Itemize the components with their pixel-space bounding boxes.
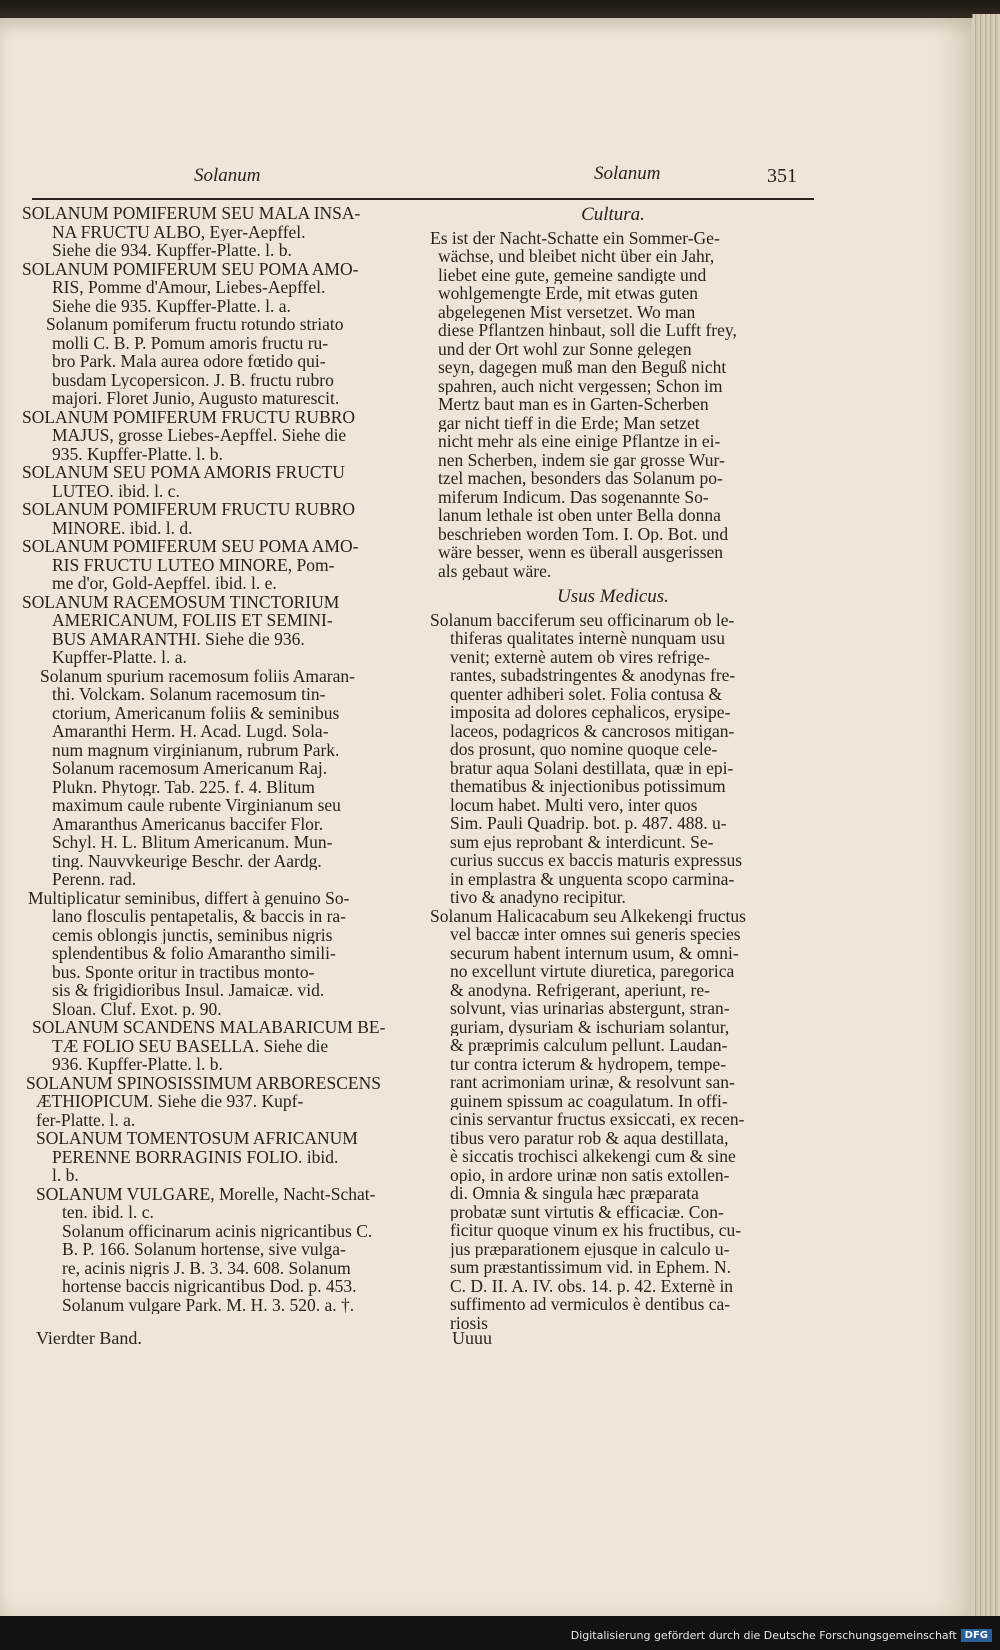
text-line: Perenn. rad. <box>52 870 137 889</box>
text-line: ctorium, Americanum foliis & seminibus <box>52 703 340 722</box>
footer-credit-text: Digitalisierung gefördert durch die Deutsche Forschungsgemeinschaft <box>570 1628 957 1642</box>
text-line: RIS, Pomme d'Amour, Liebes-Aepffel. <box>52 278 326 297</box>
text-line: rantes, subadstringentes & anodynas fre- <box>450 666 736 685</box>
scan-bottom-bar <box>0 1616 1000 1650</box>
text-line: Siehe die 934. Kupffer-Platte. l. b. <box>52 241 292 260</box>
text-line: Amaranthi Herm. H. Acad. Lugd. Sola- <box>52 722 329 741</box>
text-line: SOLANUM SCANDENS MALABARICUM BE- <box>32 1018 386 1037</box>
text-line: Plukn. Phytogr. Tab. 225. f. 4. Blitum <box>52 777 315 796</box>
catchword-left: Vierdter Band. <box>36 1328 142 1348</box>
text-line: probatæ sunt virtutis & efficaciæ. Con- <box>450 1202 724 1221</box>
text-line: l. b. <box>52 1166 79 1185</box>
text-line: & præprimis calculum pellunt. Laudan- <box>450 1036 728 1055</box>
text-line: B. P. 166. Solanum hortense, sive vulga- <box>62 1240 346 1259</box>
text-line: AMERICANUM, FOLIIS ET SEMINI- <box>52 611 333 630</box>
usus-heading: Usus Medicus. <box>557 586 669 607</box>
text-line: bro Park. Mala aurea odore fœtido qui- <box>52 352 326 371</box>
text-line: in emplastra & unguenta scopo carmina- <box>450 869 735 888</box>
text-line: NA FRUCTU ALBO, Eyer-Aepffel. <box>52 222 306 241</box>
text-line: PERENNE BORRAGINIS FOLIO. ibid. <box>52 1147 339 1166</box>
text-line: SOLANUM VULGARE, Morelle, Nacht-Schat- <box>36 1184 376 1203</box>
text-line: abgelegenen Mist versetzet. Wo man <box>438 302 696 321</box>
text-line: gar nicht tieff in die Erde; Man setzet <box>438 413 700 432</box>
text-line: seyn, dagegen muß man den Beguß nicht <box>438 358 727 377</box>
text-line: jus præparationem ejusque in calculo u- <box>450 1239 730 1258</box>
text-line: MAJUS, grosse Liebes-Aepffel. Siehe die <box>52 426 347 445</box>
text-line: riosis <box>450 1313 488 1332</box>
text-line: miferum Indicum. Das sogenannte So- <box>438 487 709 506</box>
text-line: wächse, und bleibet nicht über ein Jahr, <box>438 247 715 266</box>
text-line: SOLANUM POMIFERUM SEU POMA AMO- <box>22 259 359 278</box>
usus-body <box>430 611 796 1333</box>
text-line: 935. Kupffer-Platte. l. b. <box>52 444 223 463</box>
book-page <box>0 18 974 1616</box>
text-line: splendentibus & folio Amarantho simili- <box>52 944 336 963</box>
text-line: liebet eine gute, gemeine sandigte und <box>438 265 707 284</box>
header-center: Solanum <box>594 163 661 184</box>
text-line: Sim. Pauli Quadrip. bot. p. 487. 488. u- <box>450 814 727 833</box>
signature-mark: Uuuu <box>452 1328 492 1348</box>
text-line: diese Pflantzen hinbaut, soll die Lufft frey, <box>438 321 737 340</box>
text-line: SOLANUM POMIFERUM FRUCTU RUBRO <box>22 407 356 426</box>
text-line: Kupffer-Platte. l. a. <box>52 648 187 667</box>
text-line: Amaranthus Americanus baccifer Flor. <box>52 814 324 833</box>
text-line: guriam, dysuriam & ischuriam solantur, <box>450 1017 730 1036</box>
text-line: thi. Volckam. Solanum racemosum tin- <box>52 685 326 704</box>
text-line: ten. ibid. l. c. <box>62 1203 154 1222</box>
text-line: lanum lethale ist oben unter Bella donna <box>438 506 721 525</box>
text-line: rant acrimoniam urinæ, & resolvunt san- <box>450 1073 735 1092</box>
left-column <box>22 204 418 1314</box>
text-line: no excellunt virtute diuretica, paregorica <box>450 962 735 981</box>
text-line: thematibus & injectionibus potissimum <box>450 777 726 796</box>
text-line: hortense baccis nigricantibus Dod. p. 453. <box>62 1277 357 1296</box>
text-line: Sloan. Cluf. Exot. p. 90. <box>52 999 222 1018</box>
header-rule <box>32 198 814 200</box>
text-line: Solanum racemosum Americanum Raj. <box>52 759 328 778</box>
text-line: Solanum bacciferum seu officinarum ob le- <box>430 610 735 629</box>
header-left: Solanum <box>194 165 261 186</box>
text-line: Mertz baut man es in Garten-Scherben <box>438 395 709 414</box>
text-line: C. D. II. A. IV. obs. 14. p. 42. Externè in <box>450 1276 734 1295</box>
text-line: SOLANUM POMIFERUM SEU MALA INSA- <box>22 204 361 223</box>
text-line: SOLANUM POMIFERUM SEU POMA AMO- <box>22 537 359 556</box>
text-line: fer-Platte. l. a. <box>36 1110 136 1129</box>
text-line: wäre besser, wenn es überall ausgerissen <box>438 543 724 562</box>
dfg-logo-badge: DFG <box>961 1629 992 1642</box>
text-line: SOLANUM TOMENTOSUM AFRICANUM <box>36 1129 358 1148</box>
text-line: tivo & anadyno recipitur. <box>450 888 626 907</box>
page-number: 351 <box>767 165 797 187</box>
text-line: 936. Kupffer-Platte. l. b. <box>52 1055 223 1074</box>
text-line: MINORE. ibid. l. d. <box>52 518 193 537</box>
text-line: RIS FRUCTU LUTEO MINORE, Pom- <box>52 555 335 574</box>
text-line: tibus vero paratur rob & aqua destillata, <box>450 1128 729 1147</box>
right-column <box>430 204 796 1332</box>
text-line: guinem spissum ac coagulatum. In offi- <box>450 1091 728 1110</box>
running-head <box>34 163 814 199</box>
text-line: sum ejus reprobant & interdicunt. Se- <box>450 832 714 851</box>
text-line: re, acinis nigris J. B. 3. 34. 608. Solanum <box>62 1258 351 1277</box>
text-line: busdam Lycopersicon. J. B. fructu rubro <box>52 370 334 389</box>
text-line: Multiplicatur seminibus, differt à genuino So- <box>28 888 350 907</box>
text-line: molli C. B. P. Pomum amoris fructu ru- <box>52 333 329 352</box>
text-line: num magnum virginianum, rubrum Park. <box>52 740 340 759</box>
text-line: opio, in ardore urinæ non satis extollen- <box>450 1165 730 1184</box>
text-line: bratur aqua Solani destillata, quæ in epi- <box>450 758 734 777</box>
text-line: spahren, auch nicht vergessen; Schon im <box>438 376 723 395</box>
text-line: curius succus ex baccis maturis expressus <box>450 851 743 870</box>
text-line: thiferas qualitates internè nunquam usu <box>450 629 726 648</box>
text-line: LUTEO. ibid. l. c. <box>52 481 180 500</box>
text-line: Es ist der Nacht-Schatte ein Sommer-Ge- <box>430 228 720 247</box>
text-line: suffimento ad vermiculos è dentibus ca- <box>450 1295 731 1314</box>
text-line: quenter adhiberi solet. Folia contusa & <box>450 684 723 703</box>
text-line: SOLANUM SEU POMA AMORIS FRUCTU <box>22 463 345 482</box>
text-line: Solanum spurium racemosum foliis Amaran- <box>40 666 355 685</box>
footer-credit <box>571 1626 992 1644</box>
text-line: maximum caule rubente Virginianum seu <box>52 796 341 815</box>
text-line: ting. Nauvvkeurige Beschr. der Aardg. <box>52 851 322 870</box>
text-line: SOLANUM POMIFERUM FRUCTU RUBRO <box>22 500 356 519</box>
text-line: laceos, podagricos & cancrosos mitigan- <box>450 721 735 740</box>
text-line: Solanum Halicacabum seu Alkekengi fructus <box>430 906 746 925</box>
text-line: è siccatis trochisci alkekengi cum & sine <box>450 1147 736 1166</box>
text-line: TÆ FOLIO SEU BASELLA. Siehe die <box>52 1036 329 1055</box>
text-line: imposita ad dolores cephalicos, erysipe- <box>450 703 731 722</box>
text-line: Siehe die 935. Kupffer-Platte. l. a. <box>52 296 291 315</box>
text-line: BUS AMARANTHI. Siehe die 936. <box>52 629 305 648</box>
cultura-body <box>430 229 796 581</box>
text-line: tur contra icterum & hydropem, tempe- <box>450 1054 727 1073</box>
text-line: nicht mehr als eine einige Pflantze in ei- <box>438 432 721 451</box>
text-line: Schyl. H. L. Blitum Americanum. Mun- <box>52 833 333 852</box>
text-line: dos prosunt, quo nomine quoque cele- <box>450 740 718 759</box>
text-line: und der Ort wohl zur Sonne gelegen <box>438 339 692 358</box>
cultura-heading: Cultura. <box>581 204 645 225</box>
text-line: ÆTHIOPICUM. Siehe die 937. Kupf- <box>36 1092 304 1111</box>
text-line: ficitur quoque vinum ex his fructibus, cu- <box>450 1221 742 1240</box>
text-line: solvunt, vias urinarias abstergunt, stran- <box>450 999 730 1018</box>
text-line: sis & frigidioribus Insul. Jamaicæ. vid. <box>52 981 325 1000</box>
text-line: SOLANUM SPINOSISSIMUM ARBORESCENS <box>26 1073 381 1092</box>
text-line: majori. Floret Junio, Augusto maturescit. <box>52 389 340 408</box>
text-line: lano flosculis pentapetalis, & baccis in ra- <box>52 907 347 926</box>
text-line: & anodyna. Refrigerant, aperiunt, re- <box>450 980 710 999</box>
text-line: beschrieben worden Tom. I. Op. Bot. und <box>438 524 729 543</box>
text-line: nen Scherben, indem sie gar grosse Wur- <box>438 450 725 469</box>
text-line: locum habet. Multi vero, inter quos <box>450 795 698 814</box>
book-page-edges <box>972 14 1000 1624</box>
text-line: securum habent internum usum, & omni- <box>450 943 739 962</box>
text-line: sum præstantissimum vid. in Ephem. N. <box>450 1258 731 1277</box>
text-line: Solanum vulgare Park. M. H. 3. 520. a. †. <box>62 1295 355 1314</box>
text-line: vel baccæ inter omnes sui generis species <box>450 925 741 944</box>
text-line: bus. Sponte oritur in tractibus monto- <box>52 962 315 981</box>
text-line: als gebaut wäre. <box>438 561 552 580</box>
text-line: me d'or, Gold-Aepffel. ibid. l. e. <box>52 574 277 593</box>
text-line: Solanum officinarum acinis nigricantibus C. <box>62 1221 373 1240</box>
text-line: tzel machen, besonders das Solanum po- <box>438 469 723 488</box>
text-line: di. Omnia & singula hæc præparata <box>450 1184 699 1203</box>
text-line: cinis servantur fructus exsiccati, ex recen- <box>450 1110 745 1129</box>
text-line: Solanum pomiferum fructu rotundo striato <box>46 315 344 334</box>
text-line: SOLANUM RACEMOSUM TINCTORIUM <box>22 592 340 611</box>
text-line: cemis oblongis junctis, seminibus nigris <box>52 925 333 944</box>
text-line: wohlgemengte Erde, mit etwas guten <box>438 284 698 303</box>
text-line: venit; externè autem ob vires refrige- <box>450 647 710 666</box>
